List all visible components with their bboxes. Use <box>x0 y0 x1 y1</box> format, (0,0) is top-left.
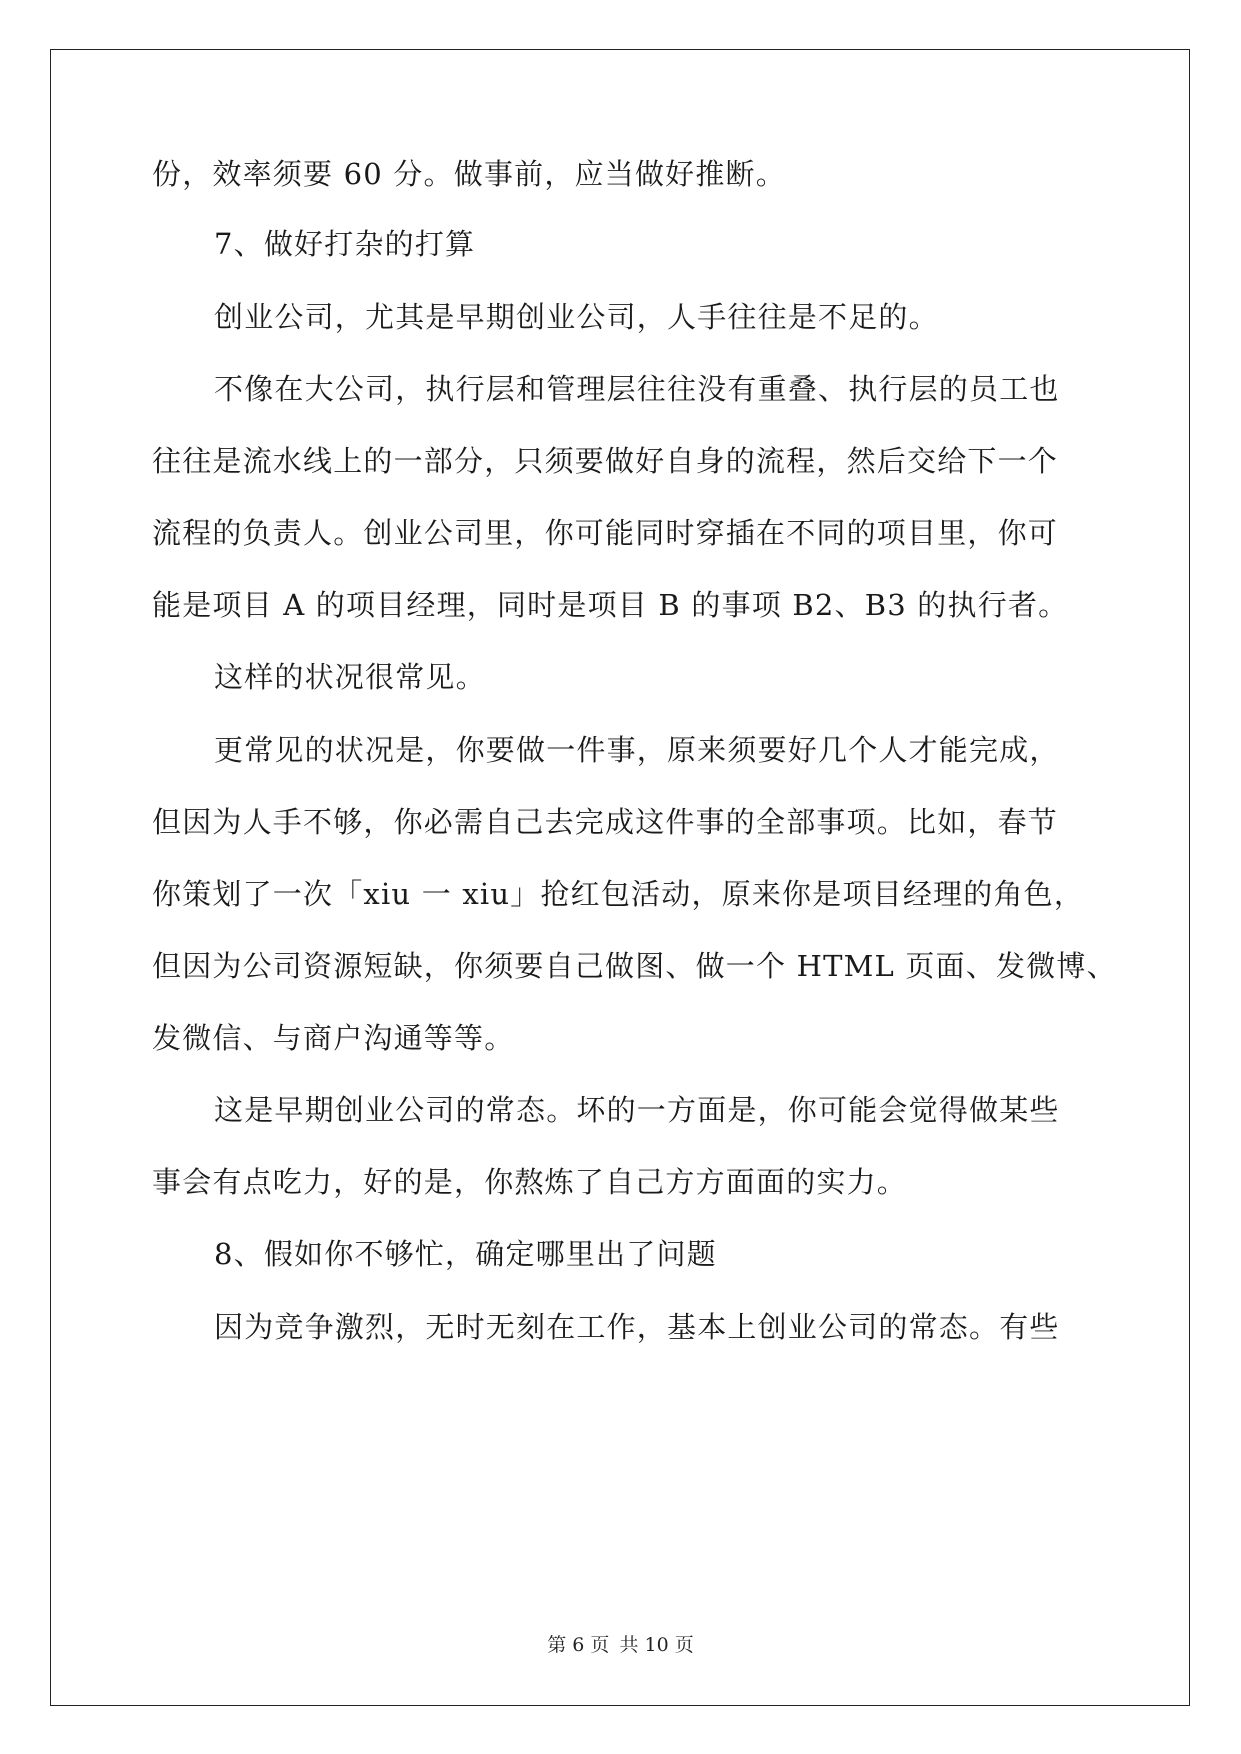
paragraph-line: 你策划了一次「xiu 一 xiu」抢红包活动，原来你是项目经理的角色， <box>152 877 1085 911</box>
paragraph-line: 更常见的状况是，你要做一件事，原来须要好几个人才能完成， <box>214 733 1060 767</box>
page-footer <box>0 1630 1241 1657</box>
paragraph-line: 但因为公司资源短缺，你须要自己做图、做一个 HTML 页面、发微博、 <box>152 949 1117 983</box>
paragraph-line: 这样的状况很常见。 <box>214 660 486 694</box>
paragraph-line: 发微信、与商户沟通等等。 <box>152 1021 515 1055</box>
text-line: 份，效率须要 60 分。做事前，应当做好推断。 <box>152 157 786 191</box>
paragraph-line: 事会有点吃力，好的是，你熬炼了自己方方面面的实力。 <box>152 1165 908 1199</box>
paragraph-line: 能是项目 A 的项目经理，同时是项目 B 的事项 B2、B3 的执行者。 <box>152 588 1069 622</box>
paragraph-line: 不像在大公司，执行层和管理层往往没有重叠、执行层的员工也 <box>214 372 1060 406</box>
paragraph-line: 流程的负责人。创业公司里，你可能同时穿插在不同的项目里，你可 <box>152 516 1059 550</box>
paragraph-line: 这是早期创业公司的常态。坏的一方面是，你可能会觉得做某些 <box>214 1093 1060 1127</box>
section-heading: 7、做好打杂的打算 <box>214 227 476 261</box>
section-heading: 8、假如你不够忙，确定哪里出了问题 <box>214 1237 717 1271</box>
paragraph-line: 往往是流水线上的一部分，只须要做好自身的流程，然后交给下一个 <box>152 444 1059 478</box>
current-page-label: 第 6 页 <box>547 1634 610 1656</box>
paragraph-line: 创业公司，尤其是早期创业公司，人手往往是不足的。 <box>214 300 939 334</box>
total-pages-label: 共 10 页 <box>619 1634 694 1656</box>
paragraph-line: 因为竞争激烈，无时无刻在工作，基本上创业公司的常态。有些 <box>214 1310 1060 1344</box>
paragraph-line: 但因为人手不够，你必需自己去完成这件事的全部事项。比如，春节 <box>152 805 1059 839</box>
